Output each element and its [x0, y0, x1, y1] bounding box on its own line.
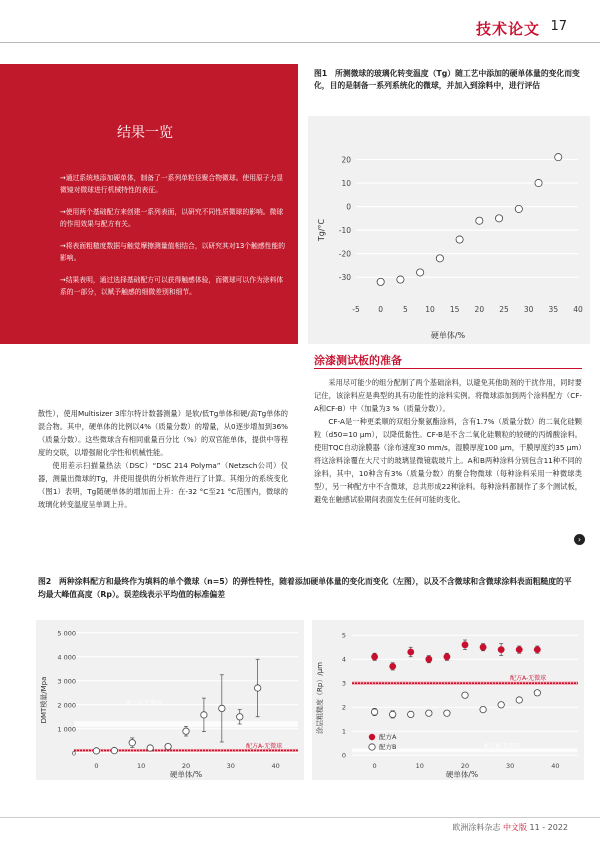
data-point	[456, 236, 463, 243]
y-tick-label: 10	[341, 179, 351, 189]
data-point-b	[389, 711, 395, 717]
x-tick-label: 10	[415, 762, 424, 770]
data-point	[476, 217, 483, 224]
figure2-right-chart	[312, 620, 584, 780]
paragraph: 散性），使用Multisizer 3库尔特计数器测量）是软/低Tg单体和硬/高Tg单体的混合物。其中，硬单体的比例以4%（质量分数）的增量，从0逐步增加到36%（质量分数）。这些微球含有相同重量百分比（%）的双官能单体，提供中等程度的交联，以增强耐化学性和机械性能。	[38, 409, 288, 457]
y-tick-label: 1 000	[57, 725, 76, 734]
figure2-left-background	[36, 620, 304, 780]
data-point	[254, 685, 260, 691]
y-tick-label: 4 000	[57, 653, 76, 662]
summary-bullet: →结果表明，通过选择基础配方可以获得触感体验，而微球可以作为涂料体系的一部分，以赋予触感的细微差别和细节。	[60, 276, 284, 296]
data-point-a	[534, 646, 541, 653]
figure1-xlabel: 硬单体/%	[430, 331, 466, 340]
data-point	[201, 712, 207, 718]
data-point	[417, 269, 424, 276]
y-tick-label: 5 000	[57, 629, 76, 638]
data-point-a	[498, 646, 505, 653]
y-tick-label: -20	[338, 249, 351, 259]
figure1-ylabel: Tg/°C	[317, 218, 326, 242]
y-tick-label: 0	[346, 202, 351, 212]
x-tick-label: 0	[94, 762, 99, 770]
data-point-b	[534, 690, 540, 696]
data-point	[129, 740, 135, 746]
data-point-a	[480, 644, 487, 651]
footer	[452, 822, 568, 833]
y-tick-label: 5	[341, 631, 346, 640]
ref-label-a: 配方A-无微球	[246, 743, 283, 750]
data-point	[147, 745, 153, 751]
figure2-left-chart	[36, 620, 304, 780]
figure2-right-ylabel: 涂层粗糙度（Rp）/μm	[316, 662, 324, 734]
data-point	[495, 215, 502, 222]
data-point-b	[426, 710, 432, 716]
x-tick-label: 35	[548, 305, 559, 314]
data-point-b	[444, 710, 450, 716]
data-point	[219, 705, 225, 711]
data-point	[111, 747, 117, 753]
data-point-b	[408, 711, 414, 717]
figure2-right-xlabel: 硬单体/%	[445, 770, 479, 779]
y-tick-label: 4	[341, 655, 346, 664]
y-tick-label: 0	[71, 749, 76, 758]
data-point	[535, 179, 542, 186]
data-point	[515, 205, 522, 212]
legend-label-b: 配方B	[379, 743, 397, 751]
x-tick-label: 20	[474, 305, 485, 314]
data-point	[165, 743, 171, 749]
y-tick-label: 1	[341, 727, 346, 736]
figure2-right-background	[312, 620, 584, 780]
summary-heading: 结果一览	[117, 125, 173, 141]
x-tick-label: 40	[551, 762, 560, 770]
y-tick-label: 2 000	[57, 701, 76, 710]
x-tick-label: 25	[499, 305, 509, 314]
x-tick-label: 15	[449, 305, 460, 314]
data-point-b	[498, 702, 504, 708]
data-point-b	[516, 697, 522, 703]
x-tick-label: 10	[137, 762, 146, 770]
section-title: 技术论文	[475, 20, 540, 38]
data-point-a	[425, 656, 432, 663]
x-tick-label: 20	[181, 762, 191, 770]
x-tick-label: 20	[460, 762, 470, 770]
section-divider	[314, 368, 582, 369]
legend-marker-b	[369, 744, 375, 750]
x-tick-label: 30	[523, 305, 534, 314]
x-tick-label: 5	[402, 305, 408, 314]
paragraph: 采用尽可能少的组分配制了两个基础涂料，以避免其他助剂的干扰作用，同时要记住，该涂料应是典型的具有功能性的涂料实例。将微球添加到两个涂料配方（CF-A和CF-B）中（加量为3 %（质量分数））。	[314, 378, 582, 413]
data-point-a	[371, 653, 378, 660]
data-point-b	[371, 709, 377, 715]
y-tick-label: 3 000	[57, 677, 76, 686]
data-point-b	[462, 692, 468, 698]
x-tick-label: 40	[573, 305, 583, 314]
data-point	[377, 278, 384, 285]
data-point	[397, 276, 404, 283]
ref-label-b: 配方B-无微球	[484, 743, 521, 750]
y-tick-label: 0	[341, 751, 346, 760]
y-tick-label: 2	[341, 703, 346, 712]
y-tick-label: -30	[338, 273, 351, 283]
x-tick-label: 10	[425, 305, 435, 314]
y-tick-label: 20	[341, 155, 351, 165]
left-column-body	[38, 407, 288, 511]
data-point	[555, 154, 562, 161]
x-tick-label: 30	[226, 762, 235, 770]
data-point-a	[407, 649, 414, 656]
paragraph: 使用差示扫描量热法（DSC）“DSC 214 Polyma”（Netzsch公司）仪器，测量出微球的Tg，并使用提供的分析软件进行了计算。其细分的系统变化（图1）表明，Tg随硬单体的增加而上升：在-32 °C至21 °C范围内，微球的玻璃化转变温度呈单调上升。	[38, 461, 288, 509]
figure1-caption: 图1 所测微球的玻璃化转变温度（Tg）随工艺中添加的硬单体量的变化而变化，目的是制备一系列系统化的微球，并加入到涂料中，进行评估	[314, 69, 580, 90]
data-point-a	[389, 663, 396, 670]
figure2-left-ylabel: DMT模量/Mpa	[40, 676, 48, 724]
x-tick-label: 0	[372, 762, 377, 770]
summary-bullet: →使用两个基础配方来创建一系列表面，以研究不同性质微球的影响。微球的作用效果与配方有关。	[60, 208, 284, 228]
page-number: 17	[550, 19, 567, 34]
legend-marker-a	[369, 734, 375, 740]
data-point	[237, 714, 243, 720]
x-tick-label: 30	[506, 762, 515, 770]
figure2-left-xlabel: 硬单体/%	[169, 770, 203, 779]
reference-band-b	[74, 721, 298, 727]
data-point-a	[462, 641, 469, 648]
y-tick-label: -10	[338, 226, 351, 236]
continue-arrow-icon: ›	[574, 534, 585, 545]
summary-bullet: →通过系统地添加硬单体，制备了一系列单粒径聚合物微球。使用原子力显微镜对微球进行机械特性的表征。	[60, 174, 284, 194]
figure1-chart	[308, 116, 590, 344]
legend-label-a: 配方A	[379, 733, 397, 741]
data-point-a	[444, 653, 451, 660]
edition-label: 中文版	[502, 823, 527, 832]
summary-bullet: →将表面粗糙度数据与触觉摩擦测量值相结合，以研究其对13个触感性能的影响。	[60, 242, 286, 262]
header-divider	[0, 42, 600, 43]
issue-label: 11 - 2022	[529, 823, 568, 832]
section-body	[314, 376, 582, 506]
summary-bullets	[60, 172, 288, 308]
paragraph: CF-A是一种更柔顺的双组分聚氨酯涂料，含有1.7%（质量分数）的二氧化硅颗粒（d50=10 μm），以降低黏性。CF-B是不含二氧化硅颗粒的较硬的丙烯酸涂料。使用TQC自动涂膜器（涂布速度30 mm/s，湿膜厚度100 μm，干膜厚度约35 μm）将这涂料涂覆在大尺寸的玻璃显微镜载玻片上。A和B两种涂料分别包含11种不同的涂料，其中，10种含有3%（质量分数）的聚合物微球（每种涂料采用一种微球类型），另一种配方中不含微球，总共形成22种涂料。每种涂料都制作了多个测试板，避免在触感试验期间表面发生任何可能的变化。	[314, 417, 582, 504]
data-point	[93, 748, 99, 754]
data-point-b	[480, 706, 486, 712]
data-point	[436, 255, 443, 262]
data-point	[183, 728, 189, 734]
data-point-a	[516, 646, 523, 653]
figure2-caption: 图2 两种涂料配方和最终作为填料的单个微球（n=5）的弹性特性，随着添加硬单体量的变化而变化（左图），以及不含微球和含微球涂料表面粗糙度的平均最大峰值高度（Rp）。误差线表示平均值的标准偏差	[38, 577, 572, 599]
ref-label-b: 配方B-无微球	[126, 700, 163, 707]
ref-label-a: 配方A-无微球	[510, 675, 547, 682]
footer-divider	[0, 817, 600, 818]
x-tick-label: 0	[378, 305, 384, 314]
x-tick-label: 40	[271, 762, 280, 770]
x-tick-label: -5	[352, 305, 360, 314]
section-heading: 涂漆测试板的准备	[314, 354, 402, 367]
magazine-name: 欧洲涂料杂志	[452, 823, 501, 832]
y-tick-label: 3	[341, 679, 346, 688]
